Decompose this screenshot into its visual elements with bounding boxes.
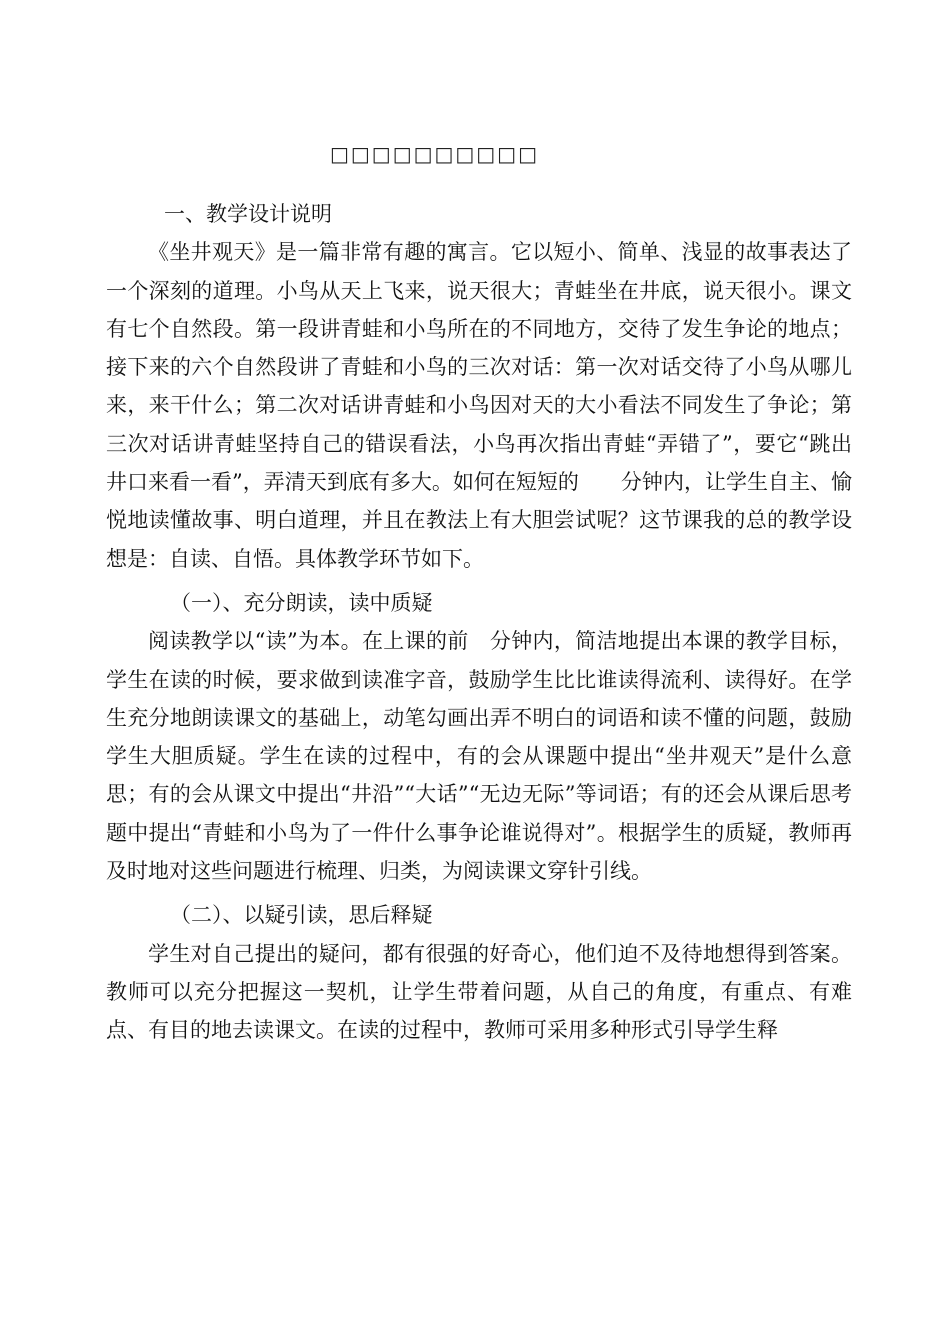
subsection-heading: （一）、充分朗读，读中质疑 (170, 590, 433, 615)
section-heading: 一、教学设计说明 (164, 202, 332, 226)
body-paragraph: 学生对自己提出的疑问，都有很强的好奇心，他们迫不及待地想得到答案。教师可以充分把握这一契机，让学生带着问题，从自己的角度，有重点、有难点、有目的地去读课文。在读的过程中，教师可采用多种形式引导学生释 (106, 941, 852, 1043)
subsection-heading: （二）、以疑引读，思后释疑 (170, 903, 433, 928)
page-title: □□□□□□□□□□ (330, 142, 539, 166)
body-paragraph: 《坐井观天》是一篇非常有趣的寓言。它以短小、简单、浅显的故事表达了一个深刻的道理。小鸟从天上飞来，说天很大；青蛙坐在井底，说天很小。课文有七个自然段。第一段讲青蛙和小鸟所在的不同地方，交待了发生争论的地点；接下来的六个自然段讲了青蛙和小鸟的三次对话：第一次对话交待了小鸟从哪儿来，来干什么；第二次对话讲青蛙和小鸟因对天的大小看法不同发生了争论；第三次对话讲青蛙坚持自己的错误看法，小鸟再次指出青蛙“弄错了”，要它“跳出井口来看一看”，弄清天到底有多大。如何在短短的 分钟内，让学生自主、愉悦地读懂故事、明白道理，并且在教法上有大胆尝试呢？这节课我的总的教学设想是：自读、自悟。具体教学环节如下。 (106, 240, 852, 571)
document-body (106, 195, 852, 1050)
body-paragraph: 阅读教学以“读”为本。在上课的前 分钟内，简洁地提出本课的教学目标，学生在读的时候，要求做到读准字音，鼓励学生比比谁读得流利、读得好。在学生充分地朗读课文的基础上，动笔勾画出弄不明白的词语和读不懂的问题，鼓励学生大胆质疑。学生在读的过程中，有的会从课题中提出“坐井观天”是什么意思；有的会从课文中提出“井沿”“大话”“无边无际”等词语；有的还会从课后思考题中提出“青蛙和小鸟为了一件什么事争论谁说得对”。根据学生的质疑，教师再及时地对这些问题进行梳理、归类，为阅读课文穿针引线。 (106, 629, 852, 884)
